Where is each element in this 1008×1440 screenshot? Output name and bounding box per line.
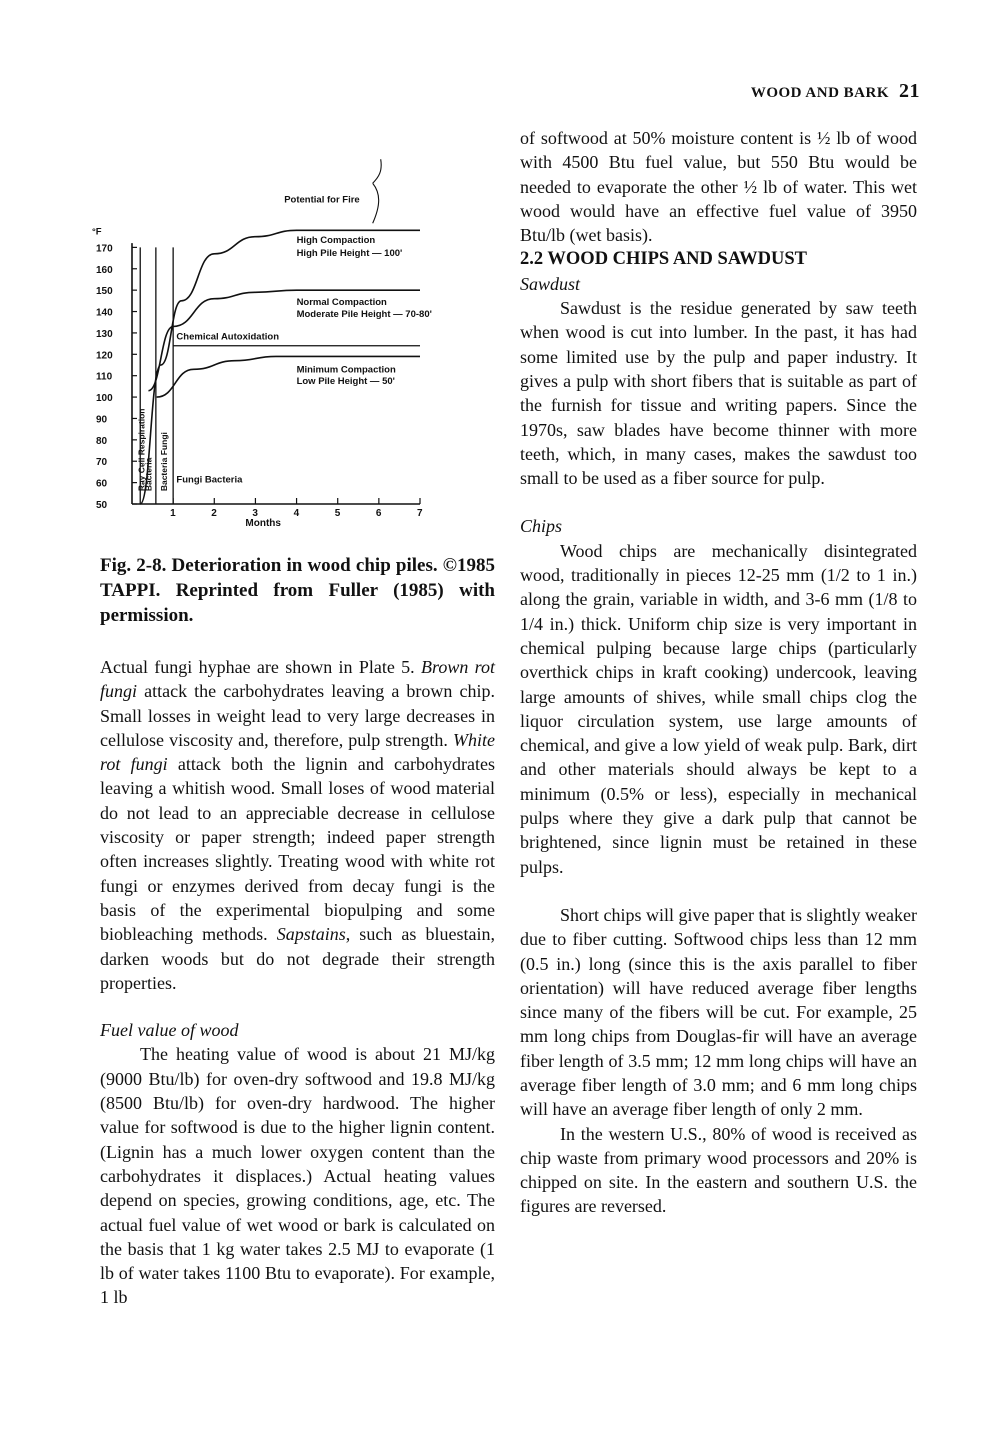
x-tick-label: 1: [170, 508, 176, 519]
annotation-minimum-2: Low Pile Height — 50': [296, 376, 395, 388]
x-tick-label: 5: [334, 508, 341, 519]
subhead-sawdust: Sawdust: [520, 273, 581, 294]
x-tick-label: 3: [252, 508, 258, 519]
annotation-vertical-1: Bacteria: [143, 457, 154, 492]
right-column: [520, 126, 917, 1219]
paragraph-western-us: In the western U.S., 80% of wood is received as chip waste from primary wood processors and 20% is chipped on site. In the eastern and southern U.S. the figures are reversed.: [520, 1123, 917, 1217]
x-tick-label: 2: [211, 508, 217, 519]
x-tick-label: 7: [417, 508, 423, 519]
y-tick-label: 80: [96, 435, 108, 447]
y-tick-label: 100: [96, 393, 113, 405]
x-tick-label: 4: [293, 508, 300, 519]
text-run: attack the carbohydrates leaving a brown chip. Small losses in weight lead to very large decreases in cellulose viscosity and, therefore, pulp strength.: [100, 681, 495, 750]
y-axis: [92, 227, 137, 511]
annotation-normal-1: Normal Compaction: [296, 297, 387, 309]
annotation-chemical-autoxidation: Chemical Autoxidation: [176, 331, 280, 343]
y-tick-label: 110: [96, 371, 113, 383]
y-tick-label: 150: [96, 286, 113, 298]
y-tick-label: 60: [96, 478, 108, 490]
annotation-high-2: High Pile Height — 100': [296, 247, 403, 259]
paragraph-short-chips: Short chips will give paper that is slightly weaker due to fiber cutting. Softwood chips less than 12 mm (0.5 in.) long (since this is the axis parallel to fiber orientation) will have reduced average fiber lengths since many of the fibers will be cut. For example, 25 mm long chips from Douglas-fir will have an average fiber length of 3.5 mm; 12 mm long chips will have an average fiber length of 3.0 mm; and 6 mm long chips will have an average fiber length of only 2 mm.: [520, 904, 917, 1120]
x-tick-label: 6: [375, 508, 382, 519]
paragraph-fungi: [100, 655, 495, 995]
page-number: 21: [899, 80, 920, 102]
annotation-vertical-2: Bacteria Fungi: [158, 432, 169, 492]
y-unit-label: °F: [92, 226, 102, 238]
annotation-normal-2: Moderate Pile Height — 70-80': [296, 308, 432, 320]
deterioration-chart: [90, 135, 490, 535]
subhead-chips: Chips: [520, 516, 563, 537]
y-tick-label: 70: [96, 457, 108, 469]
annotation-minimum-1: Minimum Compaction: [296, 364, 396, 376]
y-tick-label: 170: [96, 243, 113, 255]
x-axis-label: Months: [245, 518, 281, 529]
annotation-fire: Potential for Fire: [284, 194, 360, 206]
subhead-fuel-value: Fuel value of wood: [100, 1020, 239, 1041]
y-tick-label: 130: [96, 328, 113, 340]
term-sapstains: Sapstains: [276, 924, 346, 945]
annotation-vertical-0: Ray Cell Respiration: [136, 408, 147, 492]
annotation-fungi-bacteria: Fungi Bacteria: [176, 474, 243, 486]
text-run: attack both the lignin and carbohydrates leaving a whitish wood. Small loses of wood material do not lead to an appreciable decrease in cellulose viscosity or paper strength; indeed paper strength often increases slightly. Treating wood with white rot fungi or enzymes derived from decay fungi is the basis of the experimental biopulping and some biobleaching methods.: [100, 754, 495, 945]
y-tick-label: 160: [96, 264, 113, 276]
y-tick-label: 120: [96, 350, 113, 362]
flame-icon: [373, 159, 382, 223]
running-header-title: WOOD AND BARK: [750, 85, 889, 101]
paragraph-chips: Wood chips are mechanically disintegrated wood, traditionally in pieces 12-25 mm (1/2 to 1 in.) along the grain, variable in width, and 3-6 mm (1/8 to 1/4 in.) thick. Uniform chip size is very important in chemical pulping because large chips (particularly overthick chips in kraft cooking) undercook, leaving large amounts of shives, while small chips clog the liquor circulation system, use large amounts of chemical, and give a low yield of weak pulp. Bark, dirt and other materials should always be kept to a minimum (0.5% or less), especially in mechanical pulps where they give a dark pulp that cannot be brightened, since lignin must be retained in these pulps.: [520, 540, 917, 877]
y-tick-label: 50: [96, 500, 108, 511]
figure-caption: Fig. 2-8. Deterioration in wood chip piles. ©1985 TAPPI. Reprinted from Fuller (1985) with permission.: [100, 555, 495, 626]
paragraph-continued: of softwood at 50% moisture content is ½ lb of wood with 4500 Btu fuel value, but 550 Btu would be needed to evaporate the other ½ lb of water. This wet wood would have an effective fuel value of 3950 Btu/lb (wet basis).: [520, 128, 917, 246]
term-brown-rot: Brown rot fungi: [100, 657, 495, 702]
paragraph-fuel-value: The heating value of wood is about 21 MJ/kg (9000 Btu/lb) for oven-dry softwood and 19.8 MJ/kg (8500 Btu/lb) for oven-dry hardwood. The higher value for softwood is due to the higher lignin content. (Lignin has a much lower oxygen content than the carbohydrates it displaces.) Actual heating values depend on species, growing conditions, age, etc. The actual fuel value of wet wood or bark is calculated on the basis that 1 kg water takes 2.5 MJ to evaporate (1 lb of water takes 1100 Btu to evaporate). For example, 1 lb: [100, 1044, 495, 1308]
annotation-high-1: High Compaction: [296, 235, 376, 247]
left-column: [100, 655, 495, 1310]
term-white-rot: White rot fungi: [100, 729, 495, 775]
y-tick-label: 140: [96, 307, 113, 319]
section-heading: 2.2 WOOD CHIPS AND SAWDUST: [520, 249, 807, 270]
text-run: Actual fungi hyphae are shown in Plate 5.: [100, 657, 421, 677]
y-tick-label: 90: [96, 414, 108, 426]
paragraph-sawdust: Sawdust is the residue generated by saw teeth when wood is cut into lumber. In the past, it has had some limited use by the pulp and paper industry. It gives a pulp with short fibers that is suitable as part of the furnish for tissue and writing papers. Since the 1970s, saw blades have become thinner with more teeth, which, in many cases, makes the sawdust too small to be used as a fiber source for pulp.: [520, 298, 917, 489]
text-run: , such as bluestain, darken woods but do not degrade their strength properties.: [100, 924, 495, 993]
running-header: [751, 80, 920, 103]
